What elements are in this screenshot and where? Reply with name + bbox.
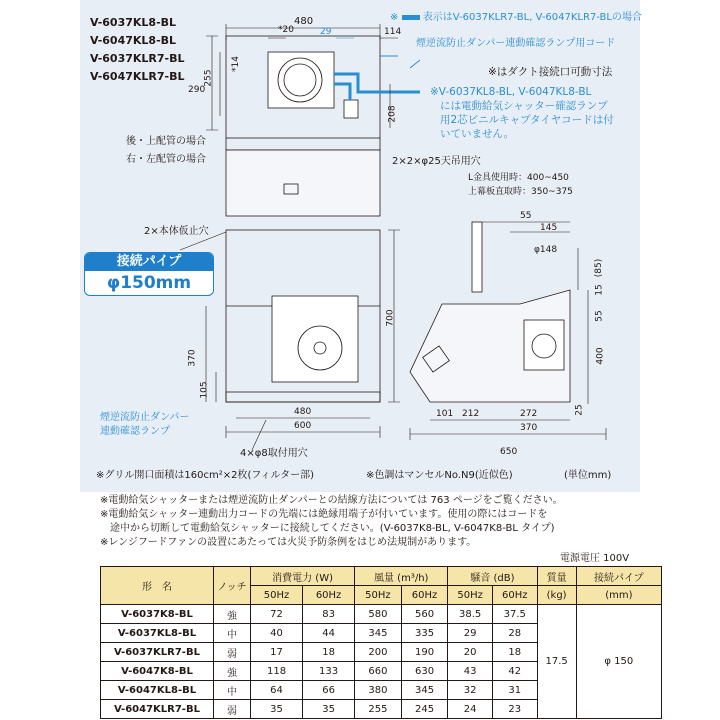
dim-phi148-label: φ148 — [534, 245, 558, 255]
cell-airflow-60: 345 — [401, 681, 448, 700]
cell-noise-60: 37.5 — [492, 605, 537, 624]
damper-cord-label: 煙逆流防止ダンパー連動確認ランプ用コード — [416, 38, 616, 49]
cell-model: V-6047K8-BL — [101, 662, 214, 681]
cell-power-50: 17 — [251, 643, 303, 662]
duct-note: ※はダクト接続口可動寸法 — [488, 66, 613, 78]
cell-model: V-6047KL8-BL — [101, 681, 214, 700]
ceiling-hole-label: 2×2×φ25天吊用穴 — [392, 156, 481, 167]
cell-model: V-6047KLR7-BL — [101, 700, 214, 719]
cell-noise-50: 29 — [448, 624, 493, 643]
cell-airflow-50: 345 — [355, 624, 402, 643]
damper-lamp-label-line1: 煙逆流防止ダンパー — [100, 412, 190, 423]
cell-power-60: 83 — [303, 605, 355, 624]
model-name-4: V-6047KLR7-BL — [90, 70, 185, 83]
header-pipe-unit: (mm) — [576, 586, 661, 605]
hood-front — [226, 150, 380, 216]
cell-model: V-6037KLR7-BL — [101, 643, 214, 662]
cell-airflow-50: 580 — [355, 605, 402, 624]
cell-airflow-60: 560 — [401, 605, 448, 624]
pipe-badge — [84, 252, 214, 296]
cell-model: V-6037K8-BL — [101, 605, 214, 624]
cell-notch: 中 — [214, 624, 251, 643]
cell-mass: 17.5 — [537, 605, 576, 719]
dim-star14-label: *14 — [230, 56, 241, 72]
dim-29-label: 29 — [320, 27, 332, 37]
header-power: 消費電力 (W) — [251, 567, 355, 586]
temp-hole-label: 2×本体仮止穴 — [144, 226, 209, 237]
cell-airflow-50: 200 — [355, 643, 402, 662]
model-name-3: V-6037KLR7-BL — [90, 52, 185, 65]
note-4: ※レンジフードファンの設置にあたっては火災予防条例をはじめ法規制があります。 — [100, 537, 477, 548]
dim-700-label: 700 — [385, 309, 396, 327]
note-1: ※電動給気シャッターまたは煙逆流防止ダンパーとの結線方法については 763 ページをご覧ください。 — [100, 495, 563, 506]
cell-noise-50: 43 — [448, 662, 493, 681]
cell-power-50: 118 — [251, 662, 303, 681]
duct-circle — [278, 58, 322, 102]
unit-note: (単位mm) — [564, 470, 612, 481]
damper-lamp-label-line2: 連動確認ランプ — [100, 426, 170, 437]
fan-motor — [298, 326, 342, 370]
dim-650-label: 650 — [500, 447, 518, 457]
header-model: 形 名 — [101, 567, 214, 605]
cell-notch: 強 — [214, 662, 251, 681]
shutter-note-line2: には電動給気シャッター確認ランプ — [440, 100, 608, 112]
cell-power-50: 35 — [251, 700, 303, 719]
header-noise-50hz: 50Hz — [448, 586, 493, 605]
dim-255-label: 255 — [203, 69, 214, 87]
dim-15-label: 15 — [594, 284, 605, 296]
color-note: ※色調はマンセルNo.N9(近似色) — [366, 470, 513, 481]
dim-208-label: 208 — [387, 105, 398, 123]
cell-airflow-50: 380 — [355, 681, 402, 700]
cell-airflow-50: 255 — [355, 700, 402, 719]
side-fan — [524, 320, 564, 370]
dim-85-label: (85) — [594, 258, 605, 278]
dim-600-label: 600 — [294, 421, 312, 431]
spec-table — [100, 566, 662, 719]
header-mass: 質量 — [537, 567, 576, 586]
dim-101-label: 101 — [436, 409, 454, 419]
shutter-note-line3: 用2芯ビニルキャプタイヤコードは付 — [440, 114, 614, 126]
dim-290-label: 290 — [188, 85, 206, 95]
dim-480-bottom-label: 480 — [294, 407, 312, 417]
cell-notch: 強 — [214, 605, 251, 624]
dim-272-label: 272 — [520, 409, 538, 419]
header-power-50hz: 50Hz — [251, 586, 303, 605]
dim-480-top-label: 480 — [294, 16, 314, 27]
dim-145-label: 145 — [540, 223, 558, 233]
cell-power-60: 44 — [303, 624, 355, 643]
pipe-badge-value: φ150mm — [106, 273, 192, 293]
top-note-marker: ※ — [390, 12, 399, 23]
bracket-label: L金具使用時：400~450 — [468, 173, 569, 183]
cell-power-60: 35 — [303, 700, 355, 719]
terminal-box — [344, 100, 358, 118]
leader-mount-hole — [252, 420, 266, 450]
cell-noise-60: 42 — [492, 662, 537, 681]
cell-power-50: 40 — [251, 624, 303, 643]
shutter-note-line1: ※V-6037KL8-BL, V-6047KL8-BL — [430, 86, 592, 98]
header-airflow-50hz: 50Hz — [355, 586, 402, 605]
dim-55-label: 55 — [520, 211, 532, 221]
dim-370-label: 370 — [187, 349, 198, 367]
header-mass-unit: (kg) — [537, 586, 576, 605]
cell-notch: 弱 — [214, 643, 251, 662]
voltage-label: 電源電圧 100V — [560, 553, 630, 564]
cell-noise-50: 32 — [448, 681, 493, 700]
filter-rail — [226, 392, 380, 402]
dim-114-label: 114 — [384, 27, 402, 37]
cell-noise-50: 38.5 — [448, 605, 493, 624]
cell-power-60: 133 — [303, 662, 355, 681]
cell-noise-50: 24 — [448, 700, 493, 719]
model-name-1: V-6037KL8-BL — [90, 16, 177, 29]
cell-power-50: 64 — [251, 681, 303, 700]
cell-notch: 中 — [214, 681, 251, 700]
shutter-note-line4: いていません。 — [440, 128, 515, 140]
header-notch: ノッチ — [214, 567, 251, 605]
header-airflow: 風量 (m³/h) — [355, 567, 448, 586]
header-noise: 騒音 (dB) — [448, 567, 537, 586]
note-2: ※電動給気シャッター連動出力コードの先端には絶縁用端子が付いています。使用の際にはコードを — [100, 509, 548, 520]
cell-model: V-6037KL8-BL — [101, 624, 214, 643]
dim-370b-label: 370 — [520, 423, 538, 433]
cell-airflow-60: 630 — [401, 662, 448, 681]
dim-650 — [410, 428, 606, 440]
cell-airflow-60: 245 — [401, 700, 448, 719]
right-left-piping-label: 右・左配管の場合 — [126, 154, 206, 165]
dim-400-label: 400 — [595, 347, 606, 365]
top-note-text: 表示はV-6037KLR7-BL, V-6047KLR7-BLの場合 — [422, 12, 642, 23]
cell-noise-60: 23 — [492, 700, 537, 719]
cell-noise-60: 31 — [492, 681, 537, 700]
cell-notch: 弱 — [214, 700, 251, 719]
cell-noise-50: 20 — [448, 643, 493, 662]
cell-power-50: 72 — [251, 605, 303, 624]
side-duct-pipe — [472, 222, 482, 292]
cell-noise-60: 18 — [492, 643, 537, 662]
header-airflow-60hz: 60Hz — [401, 586, 448, 605]
grille-note: ※グリル開口面積は160cm²×2枚(フィルター部) — [96, 470, 315, 481]
header-power-60hz: 60Hz — [303, 586, 355, 605]
cord-leader — [380, 56, 420, 68]
note-3: 途中から切断して電動給気シャッターに接続してください。(V-6037K8-BL, V-6047K8-BL タイプ) — [100, 523, 555, 534]
cell-airflow-50: 660 — [355, 662, 402, 681]
cell-power-60: 18 — [303, 643, 355, 662]
cell-airflow-60: 335 — [401, 624, 448, 643]
cell-pipe: φ 150 — [576, 605, 661, 719]
dim-105-label: 105 — [199, 381, 210, 399]
blue-line-legend-icon — [402, 15, 420, 20]
dim-55b-label: 55 — [594, 310, 605, 322]
header-noise-60hz: 60Hz — [492, 586, 537, 605]
hood-rim — [226, 138, 380, 150]
top-board-label: 上幕板直取時：350~375 — [468, 187, 573, 197]
mount-hole-label: 4×φ8取付用穴 — [240, 448, 308, 459]
dim-star20-label: *20 — [278, 25, 294, 35]
cell-power-60: 66 — [303, 681, 355, 700]
damper-cord — [334, 74, 420, 100]
cell-noise-60: 28 — [492, 624, 537, 643]
header-pipe: 接続パイプ — [576, 567, 661, 586]
cell-airflow-60: 190 — [401, 643, 448, 662]
model-name-2: V-6047KL8-BL — [90, 34, 177, 47]
dim-25-label: 25 — [574, 404, 585, 416]
pipe-badge-label: 接続パイプ — [85, 253, 213, 271]
rear-top-piping-label: 後・上配管の場合 — [126, 136, 206, 147]
top-note — [390, 12, 642, 24]
dim-212-label: 212 — [462, 409, 480, 419]
table-row — [101, 605, 662, 624]
